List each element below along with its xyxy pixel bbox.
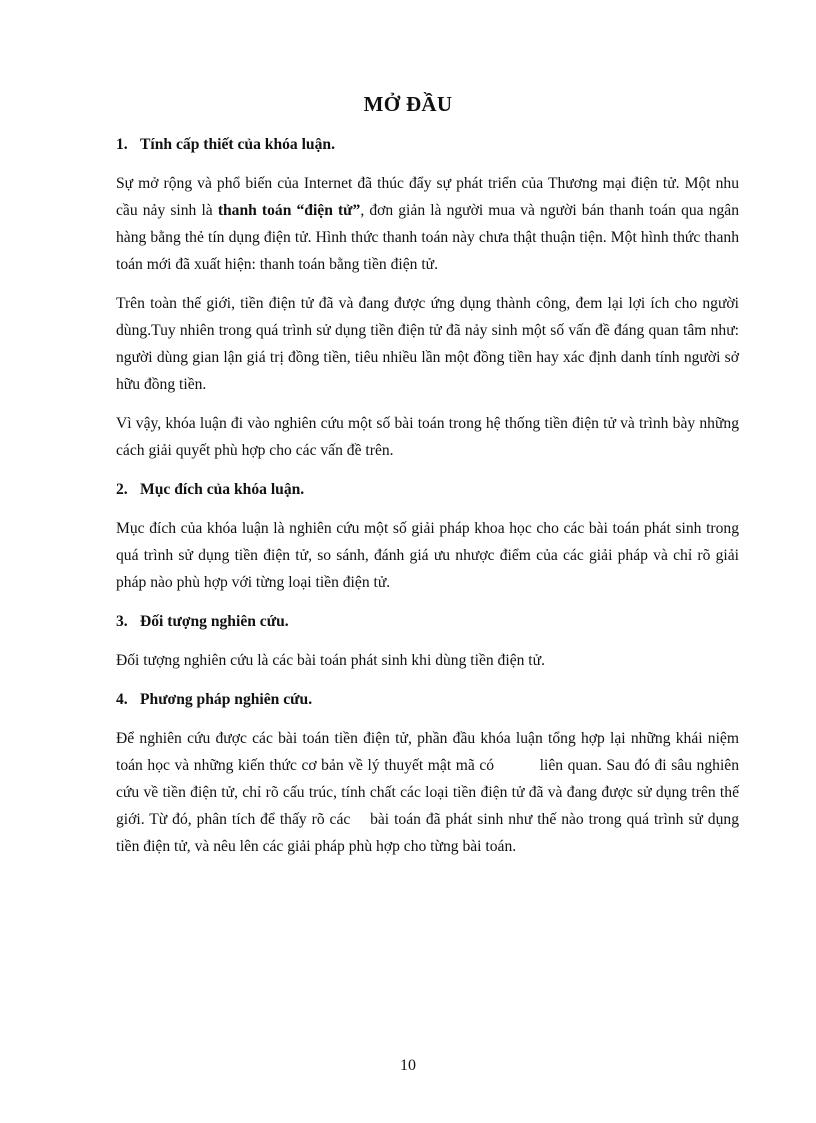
paragraph: Vì vậy, khóa luận đi vào nghiên cứu một số bài toán trong hệ thống tiền điện tử và trình bày những cách giải quyết phù hợp cho các vấn đề trên. (116, 415, 739, 459)
section-heading (116, 608, 739, 635)
paragraph (116, 170, 739, 278)
document-body (116, 131, 743, 872)
section-title: Phương pháp nghiên cứu. (140, 691, 313, 708)
paragraph: Đối tượng nghiên cứu là các bài toán phát sinh khi dùng tiền điện tử. (116, 652, 545, 669)
paragraph-text: , đơn giản là người mua và người bán thanh toán qua ngân hàng bằng thẻ tín dụng điện tử. Hình thức thanh toán này chưa thật thuận tiện. Một hình thức thanh toán mới đã xuất hiện: thanh toán bằng tiền điện tử. (116, 202, 740, 273)
section-heading (116, 131, 739, 158)
section-heading (116, 476, 739, 503)
bold-phrase: thanh toán “điện tử” (217, 202, 361, 219)
section-number: 1. (116, 136, 128, 153)
section-title: Mục đích của khóa luận. (140, 481, 305, 498)
paragraph: Trên toàn thế giới, tiền điện tử đã và đang được ứng dụng thành công, đem lại lợi ích cho người dùng.Tuy nhiên trong quá trình sử dụng tiền điện tử đã nảy sinh một số vấn đề đáng quan tâm như: người dùng gian lận giá trị đồng tiền, tiêu nhiều lần một đồng tiền hay xác định danh tính người sở hữu đồng tiền. (116, 295, 739, 393)
section-number: 2. (116, 481, 128, 498)
section-number: 4. (116, 691, 128, 708)
section-number: 3. (116, 613, 128, 630)
page-number: 10 (400, 1057, 416, 1074)
paragraph: Để nghiên cứu được các bài toán tiền điện tử, phần đầu khóa luận tổng hợp lại những khái niệm toán học và những kiến thức cơ bản về lý thuyết mật mã có liên quan. Sau đó đi sâu nghiên cứu về tiền điện tử, chỉ rõ cấu trúc, tính chất các loại tiền điện tử đã và đang được sử dụng trên thế giới. Từ đó, phân tích để thấy rõ các bài toán đã phát sinh như thế nào trong quá trình sử dụng tiền điện tử, và nêu lên các giải pháp phù hợp cho từng bài toán. (116, 730, 743, 855)
paragraph: Mục đích của khóa luận là nghiên cứu một số giải pháp khoa học cho các bài toán phát sinh trong quá trình sử dụng tiền điện tử, so sánh, đánh giá ưu nhược điểm của các giải pháp và chỉ rõ giải pháp nào phù hợp với từng loại tiền điện tử. (116, 520, 739, 591)
section-title: Tính cấp thiết của khóa luận. (140, 136, 335, 153)
page-title: MỞ ĐẦU (363, 92, 453, 116)
section-title: Đối tượng nghiên cứu. (140, 613, 289, 630)
paragraph-text: Sự mở rộng và phổ biến của Internet đã thúc đẩy sự phát triển của Thương mại điện tử. Một nhu cầu nảy sinh là (116, 175, 739, 219)
section-heading (116, 686, 739, 713)
